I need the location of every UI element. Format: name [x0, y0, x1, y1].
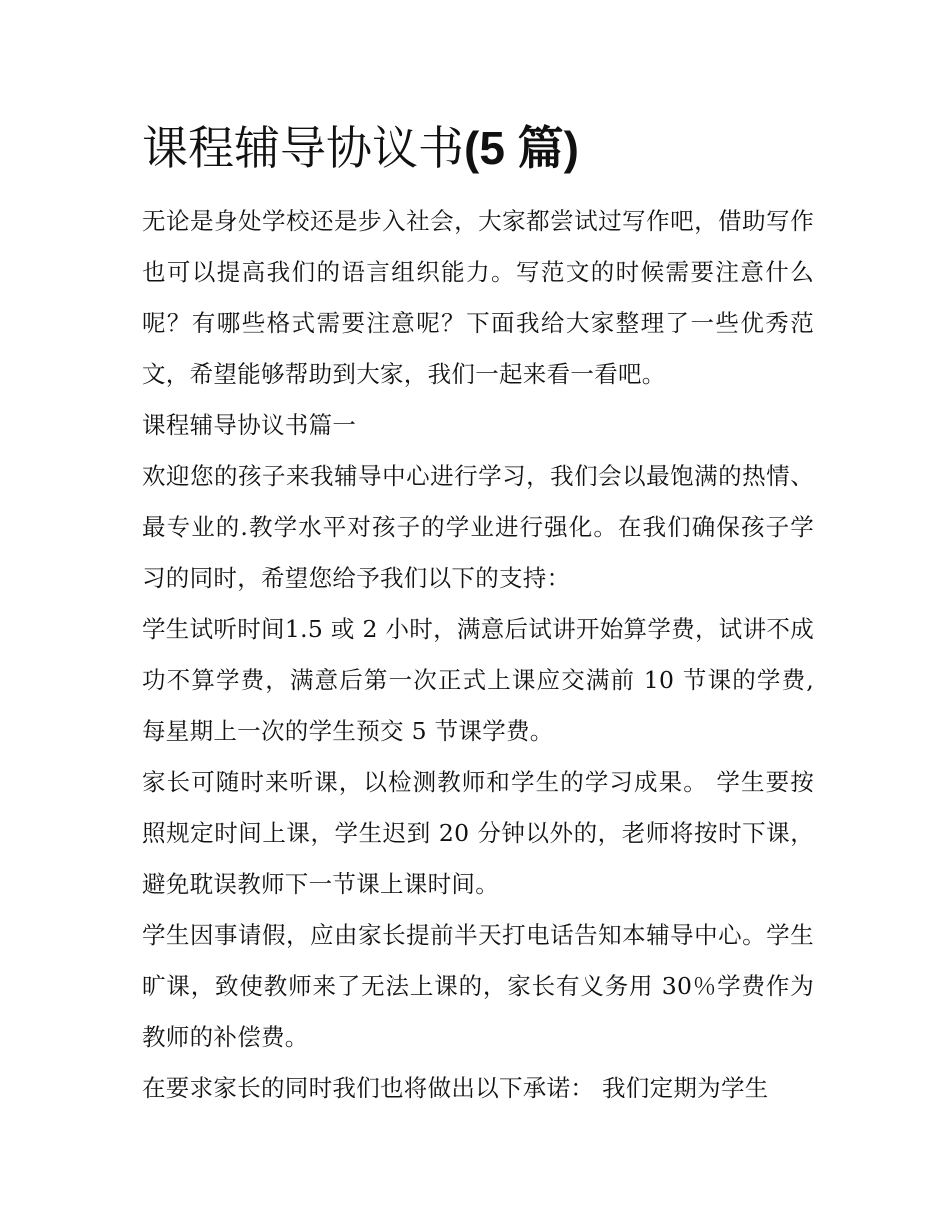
body-paragraph: 欢迎您的孩子来我辅导中心进行学习，我们会以最饱满的热情、最专业的.教学水平对孩子的学业进行强化。在我们确保孩子学习的同时，希望您给予我们以下的支持：	[142, 462, 814, 592]
body-paragraph: 在要求家长的同时我们也将做出以下承诺： 我们定期为学生	[142, 1074, 769, 1102]
title-count: (5 篇)	[464, 122, 579, 174]
body-paragraph: 学生因事请假，应由家长提前半天打电话告知本辅导中心。学生旷课，致使教师来了无法上课的，家长有义务用 30％学费作为教师的补偿费。	[142, 921, 814, 1051]
document-page	[142, 110, 814, 1114]
body-paragraph: 学生试听时间1.5 或 2 小时，满意后试讲开始算学费，试讲不成功不算学费，满意后第一次正式上课应交满前 10 节课的学费,每星期上一次的学生预交 5 节课学费。	[142, 615, 814, 745]
section-heading: 课程辅导协议书篇一	[142, 411, 357, 439]
title-text: 课程辅导协议书	[142, 121, 464, 175]
intro-paragraph: 无论是身处学校还是步入社会，大家都尝试过写作吧，借助写作也可以提高我们的语言组织能力。写范文的时候需要注意什么呢？有哪些格式需要注意呢？下面我给大家整理了一些优秀范文，希望能够帮助到大家，我们一起来看一看吧。	[142, 207, 814, 388]
body-paragraph: 家长可随时来听课，以检测教师和学生的学习成果。 学生要按照规定时间上课，学生迟到 20 分钟以外的，老师将按时下课，避免耽误教师下一节课上课时间。	[142, 768, 814, 898]
document-title	[142, 110, 814, 186]
